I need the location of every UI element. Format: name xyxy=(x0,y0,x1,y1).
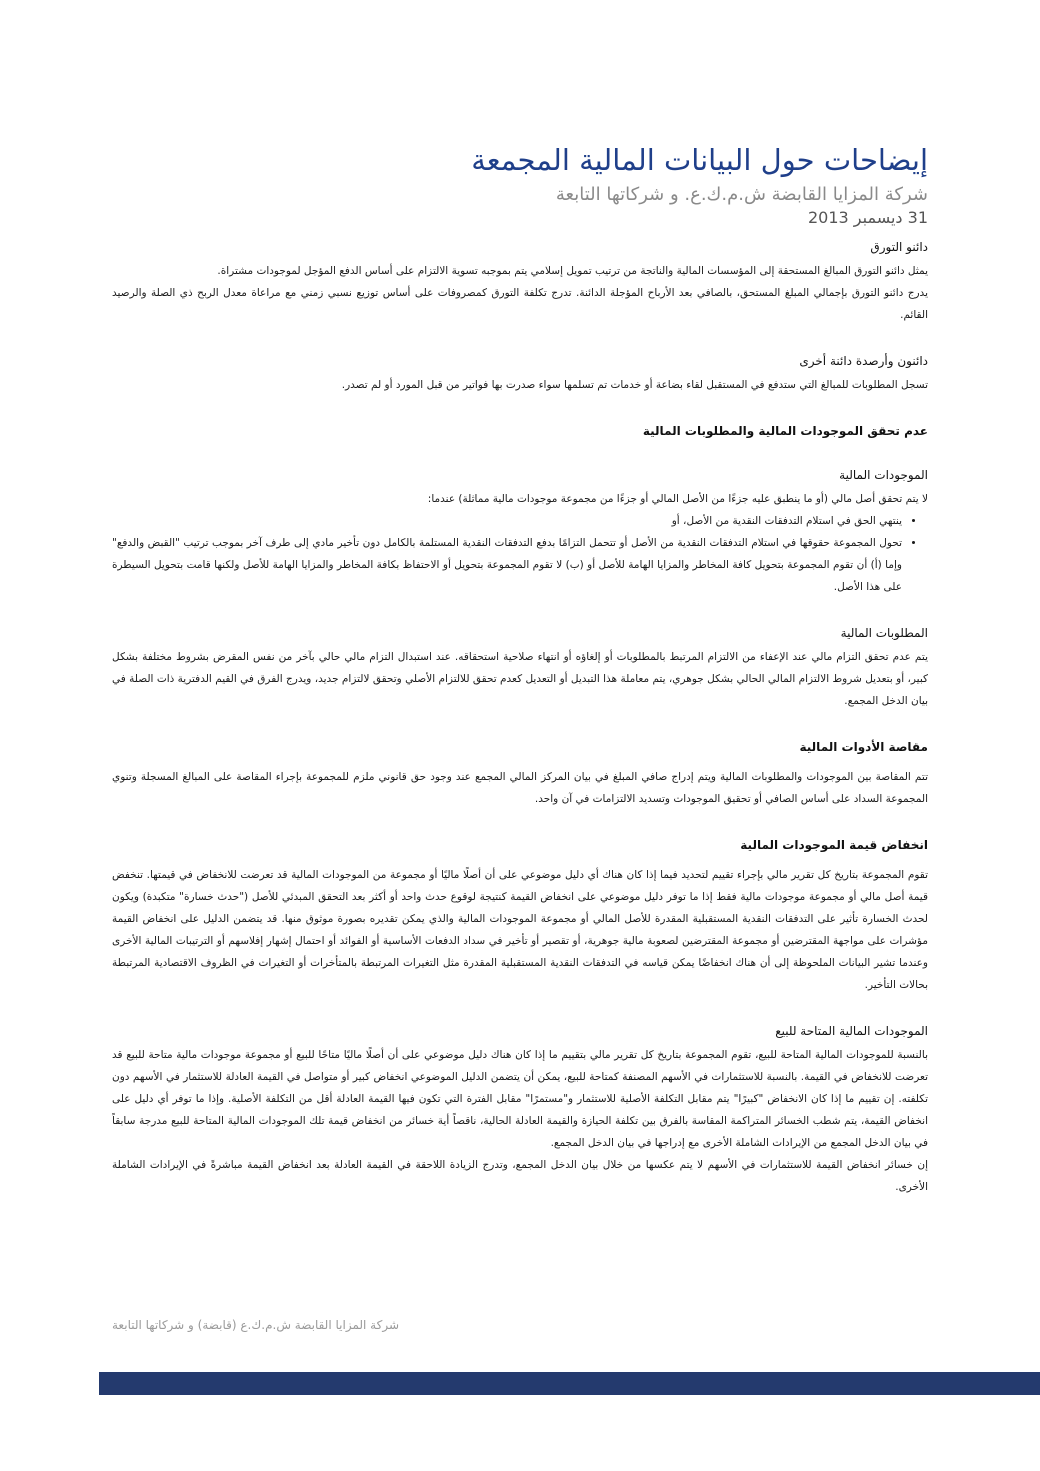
list-item: • ينتهي الحق في استلام التدفقات النقدية من الأصل، أو xyxy=(112,510,902,532)
section-heading: الموجودات المالية المتاحة للبيع xyxy=(775,1024,928,1038)
section-heading: مقاصة الأدوات المالية xyxy=(799,740,928,754)
section-offsetting xyxy=(112,736,928,810)
section-derecognition xyxy=(112,420,928,442)
bullet-list xyxy=(112,510,928,598)
section-heading: الموجودات المالية xyxy=(839,468,928,482)
paragraph: تسجل المطلوبات للمبالغ التي ستدفع في المستقبل لقاء بضاعة أو خدمات تم تسلمها سواء صدرت بها فواتير من قبل المورد أو لم تصدر. xyxy=(341,379,928,391)
paragraph: إن خسائر انخفاض القيمة للاستثمارات في الأسهم لا يتم عكسها من خلال بيان الدخل المجمع، وتدرج الزيادة اللاحقة في القيمة العادلة بعد انخفاض القيمة مباشرةً في الإيرادات الشاملة الأخرى. xyxy=(112,1159,928,1193)
section-payables xyxy=(112,350,928,396)
footer-bar xyxy=(99,1372,1040,1395)
section-heading: انخفاض قيمة الموجودات المالية xyxy=(740,838,928,852)
paragraph: يتم عدم تحقق التزام مالي عند الإعفاء من الالتزام المرتبط بالمطلوبات أو إلغاؤه أو انتهاء صلاحية استحقاقه. عند استبدال التزام مالي حالي بآخر من نفس المقرض بشروط مختلفة بشكل كبير، أو بتعديل شروط الالتزام المالي الحالي بشكل جوهري، يتم معاملة هذا التبديل أو التعديل كعدم تحقق للالتزام الأصلي وتحقق لالتزام جديد، ويدرج الفرق في القيم الدفترية ذات الصلة في بيان الدخل المجمع. xyxy=(112,651,928,707)
paragraph: لا يتم تحقق أصل مالي (أو ما ينطبق عليه جزءًا من الأصل المالي أو جزءًا من مجموعة موجودات مالية مماثلة) عندما: xyxy=(427,493,928,505)
paragraph: يمثل دائنو التورق المبالغ المستحقة إلى المؤسسات المالية والناتجة من ترتيب تمويل إسلامي يتم بموجبه تسوية الالتزام على أساس الدفع المؤجل لموجودات مشتراة. xyxy=(217,265,928,277)
paragraph: تتم المقاصة بين الموجودات والمطلوبات المالية ويتم إدراج صافي المبلغ في بيان المركز المالي المجمع عند وجود حق قانوني ملزم للمجموعة بإجراء المقاصة على المبالغ المسجلة وتنوي المجموعة السداد على أساس الصافي أو تحقيق الموجودات وتسديد الالتزامات في آن واحد. xyxy=(112,771,928,805)
section-heading: دائنو التورق xyxy=(870,240,928,254)
section-heading: المطلوبات المالية xyxy=(840,626,928,640)
page-title: إيضاحات حول البيانات المالية المجمعة xyxy=(471,143,928,177)
section-heading: عدم تحقق الموجودات المالية والمطلوبات المالية xyxy=(642,424,928,438)
section-impairment xyxy=(112,834,928,996)
section-tawarruq xyxy=(112,236,928,326)
paragraph: يدرج دائنو التورق بإجمالي المبلغ المستحق، بالصافي بعد الأرباح المؤجلة الدائنة. تدرج تكلفة التورق كمصروفات على أساس توزيع نسبي زمني مع مراعاة معدل الربح ذي الصلة والرصيد القائم. xyxy=(112,287,928,321)
footer-company: شركة المزايا القابضة ش.م.ك.ع (قابضة) و شركاتها التابعة xyxy=(112,1318,400,1332)
section-available-for-sale xyxy=(112,1020,928,1198)
section-financial-assets xyxy=(112,464,928,598)
document-page xyxy=(112,140,928,1198)
list-item: • تحول المجموعة حقوقها في استلام التدفقات النقدية من الأصل أو تتحمل التزامًا بدفع التدفقات النقدية المستلمة بالكامل دون تأخير مادي إلى طرف آخر بموجب ترتيب "القبض والدفع" وإما (أ) أن تقوم المجموعة بتحويل كافة المخاطر والمزايا الهامة للأصل أو (ب) لا تقوم المجموعة بتحويل أو الاحتفاظ بكافة المخاطر والمزايا الهامة للأصل ولكنها قامت بتحويل السيطرة على هذا الأصل. xyxy=(112,532,902,598)
section-heading: دائنون وأرصدة دائنة أخرى xyxy=(799,354,928,368)
report-date: 31 ديسمبر 2013 xyxy=(807,208,928,227)
paragraph: بالنسبة للموجودات المالية المتاحة للبيع، تقوم المجموعة بتاريخ كل تقرير مالي بتقييم ما إذا كان هناك دليل موضوعي على أن أصلًا ماليًا متاحًا للبيع أو مجموعة موجودات مالية متاحة للبيع قد تعرضت للانخفاض في القيمة. بالنسبة للاستثمارات في الأسهم المصنفة كمتاحة للبيع، يمكن أن يتضمن الدليل الموضوعي انخفاض كبير أو متواصل في القيمة العادلة للاستثمار في الأسهم دون تكلفته. إن تقييم ما إذا كان الانخفاض "كبيرًا" يتم مقابل التكلفة الأصلية للاستثمار و"مستمرًا" مقابل الفترة التي تكون فيها القيمة العادلة أقل من التكلفة الأصلية. وإذا ما توفر أي دليل على انخفاض القيمة، يتم شطب الخسائر المتراكمة المقاسة بالفرق بين تكلفة الحيازة والقيمة العادلة الحالية، ناقصاً أية خسائر من انخفاض قيمة تلك الموجودات المالية المتاحة للبيع مدرجة سابقاً في بيان الدخل المجمع من الإيرادات الشاملة الأخرى مع إدراجها في بيان الدخل المجمع. xyxy=(112,1049,928,1149)
paragraph: تقوم المجموعة بتاريخ كل تقرير مالي بإجراء تقييم لتحديد فيما إذا كان هناك أي دليل موضوعي على أن أصلًا ماليًا أو مجموعة من الموجودات المالية قد تعرضت للانخفاض في قيمتها. تنخفض قيمة أصل مالي أو مجموعة موجودات مالية فقط إذا ما توفر دليل موضوعي على انخفاض القيمة كنتيجة لوقوع حدث واحد أو أكثر بعد التحقق المبدئي للأصل ("حدث خسارة" متكبدة) ويكون لحدث الخسارة تأثير على التدفقات النقدية المستقبلية المقدرة للأصل المالي أو مجموعة الموجودات المالية والذي يمكن تقديره بصورة موثوق منها. قد يتضمن الدليل على انخفاض القيمة مؤشرات على مواجهة المقترضين أو مجموعة المقترضين لصعوبة مالية جوهرية، أو تقصير أو تأخير في سداد الدفعات الأساسية أو الفوائد أو احتمال إشهار إفلاسهم أو الترتيبات المالية الأخرى وعندما تشير البيانات الملحوظة إلى أن هناك انخفاضًا يمكن قياسه في التدفقات النقدية المستقبلية المقدرة مثل التغيرات المرتبطة بالمتأخرات أو التغيرات في الظروف الاقتصادية المرتبطة بحالات التأخير. xyxy=(112,869,928,991)
section-financial-liabilities xyxy=(112,622,928,712)
company-name: شركة المزايا القابضة ش.م.ك.ع. و شركاتها التابعة xyxy=(555,184,928,205)
